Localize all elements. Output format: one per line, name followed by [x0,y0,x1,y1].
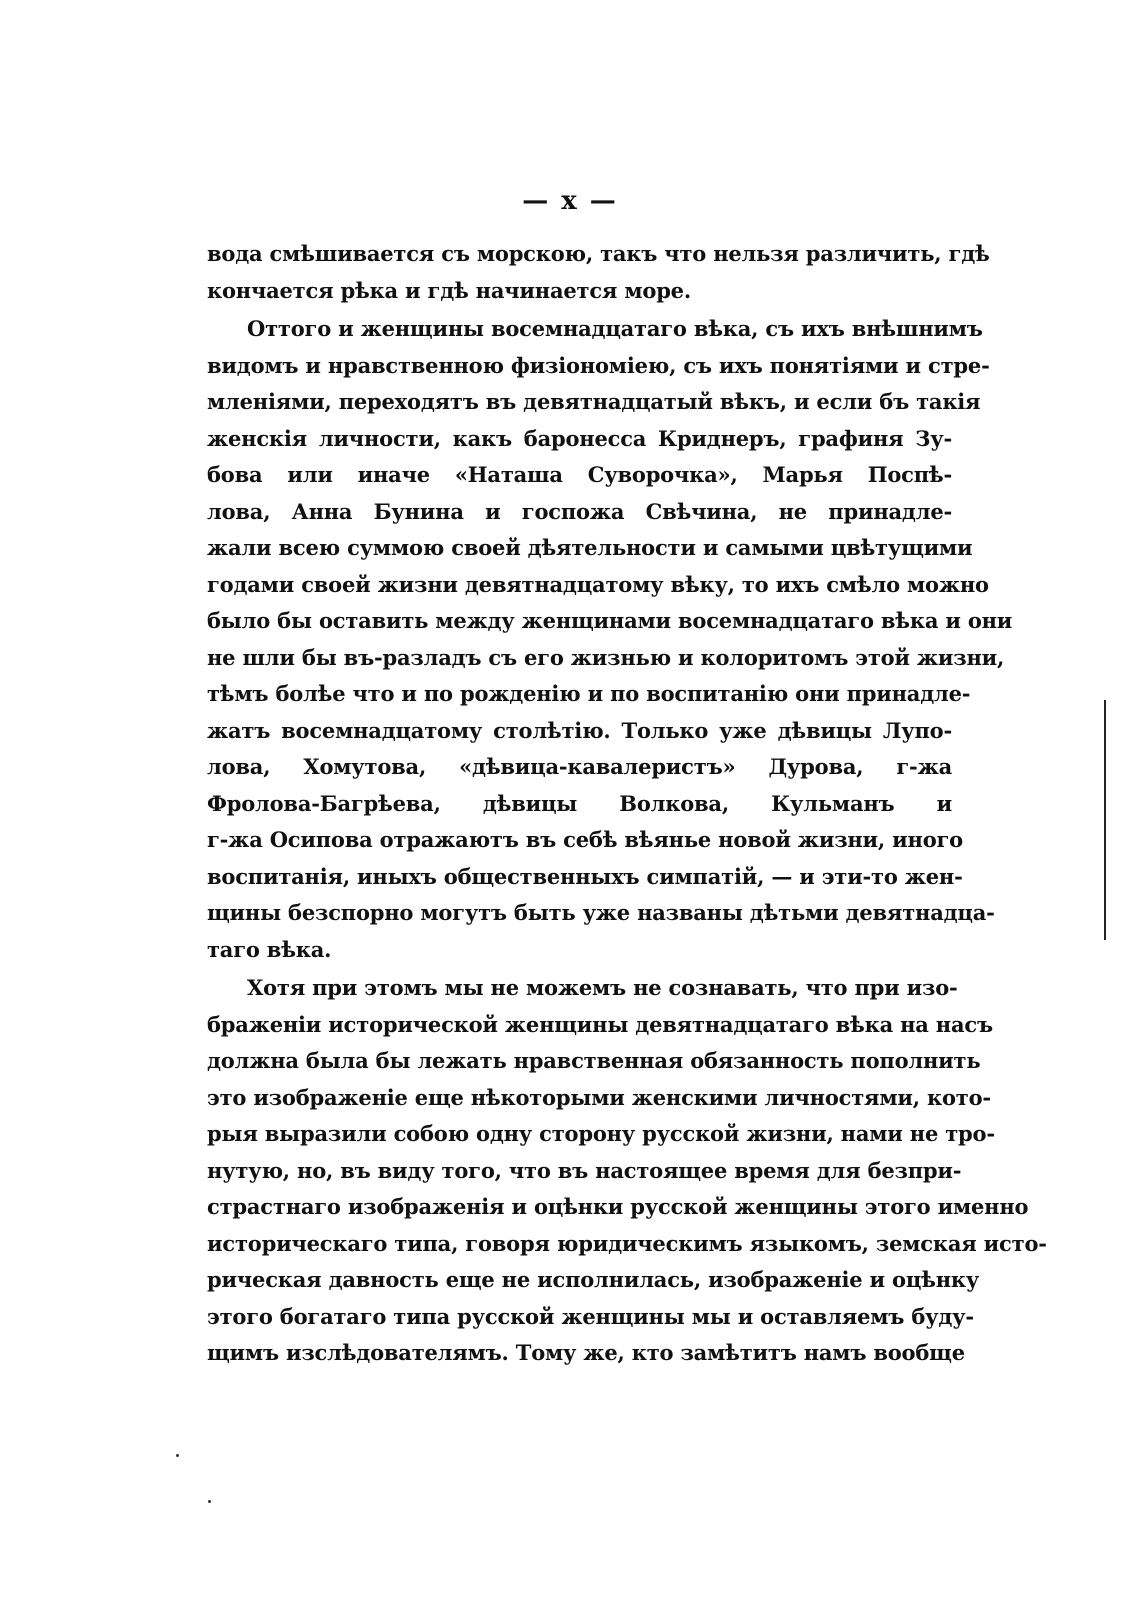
text-line: Фролова-Багрѣева, дѣвицы Волкова, Кульманъ и [207,790,952,816]
text-line: браженіи исторической женщины девятнадцатаго вѣка на насъ [207,1011,993,1037]
text-line: вода смѣшивается съ морскою, такъ что нельзя различить, гдѣ [207,241,990,266]
scan-edge-line [1104,700,1106,940]
text-line: лова, Хомутова, «дѣвица-кавалеристъ» Дурова, г-жа [207,754,952,779]
text-line: должна была бы лежать нравственная обязанность пополнить [207,1048,981,1073]
text-line: таго вѣка. [207,936,332,962]
text-line: г-жа Осипова отражаютъ въ себѣ вѣянье новой жизни, иного [207,827,963,852]
text-line: годами своей жизни девятнадцатому вѣку, то ихъ смѣло можно [207,571,989,597]
text-line: не шли бы въ-разладъ съ его жизнью и колоритомъ этой жизни, [207,644,1005,670]
text-line: женскія личности, какъ баронесса Криднеръ, графиня Зу- [207,425,952,451]
text-line: жали всею суммою своей дѣятельности и самыми цвѣтущими [207,535,973,560]
text-line: жатъ восемнадцатому столѣтію. Только уже дѣвицы Лупо- [207,717,952,743]
body-text [207,236,1047,1372]
text-line: рыя выразили собою одну сторону русской жизни, нами не тро- [207,1121,995,1146]
text-line: нутую, но, въ виду того, что въ настоящее время для безпри- [207,1157,962,1183]
text-line: это изображеніе еще нѣкоторыми женскими личностями, кото- [207,1084,991,1110]
scan-speck [208,1500,211,1503]
scan-speck [176,1454,179,1457]
text-line: воспитанія, иныхъ общественныхъ симпатій, — и эти-то жен- [207,863,963,889]
text-line: этого богатаго типа русской женщины мы и оставляемъ буду- [207,1303,974,1329]
page-number: — x — [522,186,618,216]
text-line: рическая давность еще не исполнилась, изображеніе и оцѣнку [207,1267,980,1292]
text-line: мленіями, переходятъ въ девятнадцатый вѣкъ, и если бъ такія [207,389,981,414]
text-line: кончается рѣка и гдѣ начинается море. [207,277,691,303]
text-line: Хотя при этомъ мы не можемъ не сознавать, что при изо- [247,975,958,1000]
text-line: бова или иначе «Наташа Суворочка», Марья Поспѣ- [207,462,952,487]
text-line: лова, Анна Бунина и госпожа Свѣчина, не принадле- [207,498,952,524]
text-line: щимъ изслѣдователямъ. Тому же, кто замѣтитъ намъ вообще [207,1340,965,1365]
text-line: щины безспорно могутъ быть уже названы дѣтьми девятнадца- [207,900,995,925]
text-line: было бы оставить между женщинами восемнадцатаго вѣка и они [207,608,1013,633]
text-line: историческаго типа, говоря юридическимъ языкомъ, земская исто- [207,1230,1047,1256]
text-line: тѣмъ болѣе что и по рожденію и по воспитанію они принадле- [207,681,971,706]
text-line: страстнаго изображенія и оцѣнки русской женщины этого именно [207,1194,1029,1219]
text-line: видомъ и нравственною физіономіею, съ ихъ понятіями и стре- [207,352,990,378]
text-line: Оттого и женщины восемнадцатаго вѣка, съ ихъ внѣшнимъ [247,316,983,341]
